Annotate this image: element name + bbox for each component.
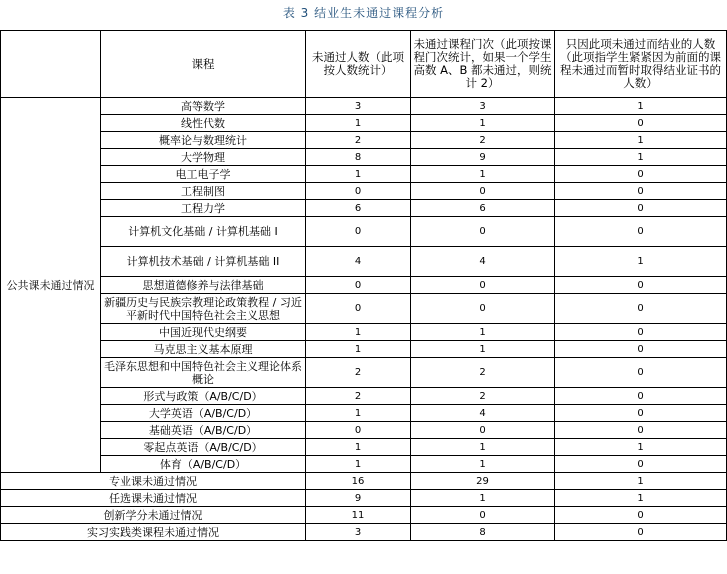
persons-cell: 8 <box>306 149 411 166</box>
times-cell: 2 <box>411 132 555 149</box>
table-row <box>1 149 727 166</box>
table-row <box>1 217 727 247</box>
times-cell: 6 <box>411 200 555 217</box>
summary-label: 任选课未通过情况 <box>1 490 306 507</box>
only-cell: 0 <box>555 358 727 388</box>
only-cell: 0 <box>555 200 727 217</box>
table-row <box>1 388 727 405</box>
times-cell: 2 <box>411 388 555 405</box>
persons-cell: 1 <box>306 456 411 473</box>
persons-cell: 2 <box>306 358 411 388</box>
course-cell: 概率论与数理统计 <box>101 132 306 149</box>
course-cell: 体育（A/B/C/D） <box>101 456 306 473</box>
times-cell: 9 <box>411 149 555 166</box>
summary-label: 专业课未通过情况 <box>1 473 306 490</box>
course-cell: 基础英语（A/B/C/D） <box>101 422 306 439</box>
course-cell: 线性代数 <box>101 115 306 132</box>
table-row <box>1 405 727 422</box>
table-row <box>1 422 727 439</box>
times-cell: 2 <box>411 358 555 388</box>
only-cell: 0 <box>555 341 727 358</box>
only-cell: 1 <box>555 439 727 456</box>
header-times: 未通过课程门次（此项按课程门次统计，如果一个学生高数 A、B 都未通过，则统计 2） <box>411 31 555 98</box>
course-cell: 工程制图 <box>101 183 306 200</box>
times-cell: 0 <box>411 277 555 294</box>
persons-cell: 11 <box>306 507 411 524</box>
persons-cell: 0 <box>306 183 411 200</box>
table-row <box>1 439 727 456</box>
summary-label: 实习实践类课程未通过情况 <box>1 524 306 541</box>
times-cell: 4 <box>411 247 555 277</box>
header-only: 只因此项未通过而结业的人数（此项指学生紧紧因为前面的课程未通过而暂时取得结业证书的人数） <box>555 31 727 98</box>
course-cell: 新疆历史与民族宗教理论政策教程 / 习近平新时代中国特色社会主义思想 <box>101 294 306 324</box>
times-cell: 1 <box>411 166 555 183</box>
table-row <box>1 324 727 341</box>
times-cell: 4 <box>411 405 555 422</box>
persons-cell: 6 <box>306 200 411 217</box>
only-cell: 0 <box>555 294 727 324</box>
only-cell: 0 <box>555 166 727 183</box>
only-cell: 1 <box>555 473 727 490</box>
persons-cell: 9 <box>306 490 411 507</box>
persons-cell: 0 <box>306 294 411 324</box>
only-cell: 0 <box>555 115 727 132</box>
persons-cell: 1 <box>306 405 411 422</box>
only-cell: 0 <box>555 388 727 405</box>
times-cell: 8 <box>411 524 555 541</box>
course-cell: 毛泽东思想和中国特色社会主义理论体系概论 <box>101 358 306 388</box>
table-row <box>1 358 727 388</box>
times-cell: 29 <box>411 473 555 490</box>
course-cell: 高等数学 <box>101 98 306 115</box>
persons-cell: 2 <box>306 388 411 405</box>
course-cell: 大学物理 <box>101 149 306 166</box>
header-course: 课程 <box>101 31 306 98</box>
table-row <box>1 341 727 358</box>
persons-cell: 16 <box>306 473 411 490</box>
persons-cell: 1 <box>306 439 411 456</box>
times-cell: 0 <box>411 217 555 247</box>
times-cell: 1 <box>411 115 555 132</box>
only-cell: 0 <box>555 277 727 294</box>
only-cell: 0 <box>555 507 727 524</box>
only-cell: 1 <box>555 98 727 115</box>
persons-cell: 1 <box>306 341 411 358</box>
table-row <box>1 115 727 132</box>
summary-row <box>1 473 727 490</box>
course-cell: 大学英语（A/B/C/D） <box>101 405 306 422</box>
only-cell: 1 <box>555 247 727 277</box>
persons-cell: 3 <box>306 98 411 115</box>
times-cell: 0 <box>411 183 555 200</box>
table-row <box>1 98 727 115</box>
persons-cell: 1 <box>306 115 411 132</box>
times-cell: 0 <box>411 507 555 524</box>
summary-label: 创新学分未通过情况 <box>1 507 306 524</box>
only-cell: 0 <box>555 524 727 541</box>
only-cell: 0 <box>555 456 727 473</box>
persons-cell: 0 <box>306 422 411 439</box>
table-title: 表 3 结业生未通过课程分析 <box>282 6 445 20</box>
failed-courses-table <box>0 30 727 541</box>
table-row <box>1 183 727 200</box>
times-cell: 1 <box>411 439 555 456</box>
only-cell: 1 <box>555 490 727 507</box>
group-label: 公共课未通过情况 <box>1 98 101 473</box>
header-corner <box>1 31 101 98</box>
only-cell: 1 <box>555 149 727 166</box>
times-cell: 0 <box>411 422 555 439</box>
course-cell: 形式与政策（A/B/C/D） <box>101 388 306 405</box>
only-cell: 0 <box>555 405 727 422</box>
table-row <box>1 456 727 473</box>
summary-row <box>1 524 727 541</box>
header-row <box>1 31 727 98</box>
times-cell: 1 <box>411 490 555 507</box>
course-cell: 计算机技术基础 / 计算机基础 II <box>101 247 306 277</box>
summary-row <box>1 507 727 524</box>
table-row <box>1 294 727 324</box>
times-cell: 1 <box>411 456 555 473</box>
table-row <box>1 277 727 294</box>
course-cell: 中国近现代史纲要 <box>101 324 306 341</box>
course-cell: 计算机文化基础 / 计算机基础 I <box>101 217 306 247</box>
course-cell: 零起点英语（A/B/C/D） <box>101 439 306 456</box>
times-cell: 1 <box>411 324 555 341</box>
persons-cell: 0 <box>306 217 411 247</box>
table-row <box>1 247 727 277</box>
table-row <box>1 132 727 149</box>
table-row <box>1 166 727 183</box>
only-cell: 0 <box>555 183 727 200</box>
summary-row <box>1 490 727 507</box>
only-cell: 0 <box>555 324 727 341</box>
persons-cell: 3 <box>306 524 411 541</box>
header-persons: 未通过人数（此项按人数统计） <box>306 31 411 98</box>
only-cell: 1 <box>555 132 727 149</box>
persons-cell: 1 <box>306 166 411 183</box>
course-cell: 思想道德修养与法律基础 <box>101 277 306 294</box>
course-cell: 马克思主义基本原理 <box>101 341 306 358</box>
only-cell: 0 <box>555 422 727 439</box>
only-cell: 0 <box>555 217 727 247</box>
persons-cell: 0 <box>306 277 411 294</box>
times-cell: 1 <box>411 341 555 358</box>
times-cell: 0 <box>411 294 555 324</box>
course-cell: 工程力学 <box>101 200 306 217</box>
times-cell: 3 <box>411 98 555 115</box>
persons-cell: 4 <box>306 247 411 277</box>
course-cell: 电工电子学 <box>101 166 306 183</box>
table-row <box>1 200 727 217</box>
persons-cell: 1 <box>306 324 411 341</box>
persons-cell: 2 <box>306 132 411 149</box>
